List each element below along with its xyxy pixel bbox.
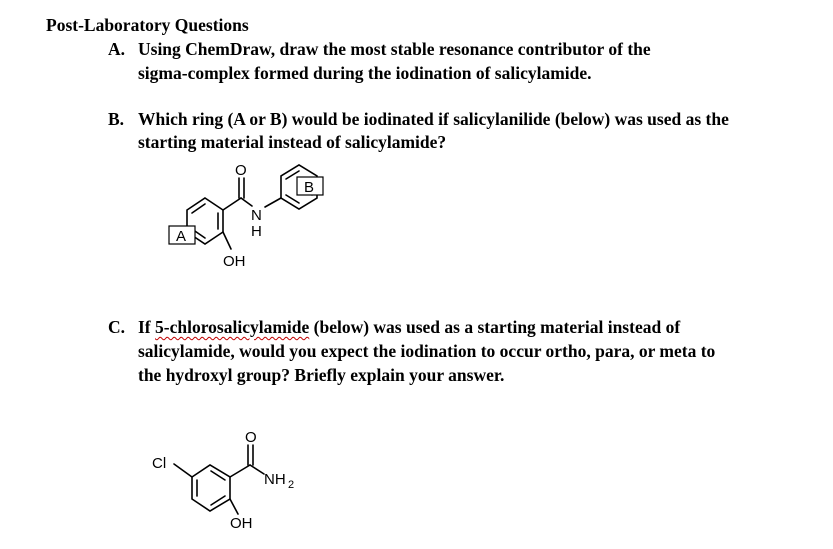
question-c-line-1-prefix: If — [138, 317, 156, 337]
salicylanilide-structure — [145, 163, 355, 278]
n-aryl-bond — [265, 198, 281, 207]
question-c-line-1-suffix: (below) was used as a starting material instead of — [309, 317, 681, 337]
ring-a-label: A — [176, 228, 187, 245]
amide-subscript: 2 — [288, 479, 295, 491]
chloro-label: Cl — [152, 455, 167, 472]
chlorosalicylamide-structure — [150, 428, 350, 538]
carbonyl-oxygen: O — [245, 429, 257, 446]
hydroxyl-label: OH — [230, 515, 253, 532]
question-c-line-1 — [138, 316, 680, 339]
question-b-line-2: starting material instead of salicylamide? — [138, 132, 447, 152]
amide-bond — [250, 465, 264, 474]
spellcheck-term[interactable]: 5-chlorosalicylamide — [155, 317, 310, 337]
ring-b-label: B — [304, 179, 315, 196]
carbonyl-oxygen: O — [235, 162, 247, 179]
amide-nh-label: NH — [264, 471, 286, 488]
question-c-line-2: salicylamide, would you expect the iodination to occur ortho, para, or meta to — [138, 341, 716, 361]
question-a-label: A. — [108, 39, 126, 59]
amide-nitrogen: N — [251, 207, 262, 224]
hydroxyl-label: OH — [223, 253, 246, 270]
amide-bond — [241, 198, 252, 206]
chloro-bond — [174, 464, 192, 477]
question-b-label: B. — [108, 109, 125, 129]
question-c-label: C. — [108, 317, 126, 337]
question-a-line-1: Using ChemDraw, draw the most stable resonance contributor of the — [138, 39, 651, 59]
hydroxyl-bond — [230, 499, 238, 514]
hydroxyl-bond — [223, 232, 231, 249]
carbonyl-bond — [230, 465, 250, 477]
question-b-line-1: Which ring (A or B) would be iodinated if salicylanilide (below) was used as the — [138, 109, 729, 129]
page-heading: Post-Laboratory Questions — [46, 15, 249, 35]
question-a-line-2: sigma-complex formed during the iodination of salicylamide. — [138, 63, 592, 83]
amide-hydrogen: H — [251, 223, 262, 240]
carbonyl-bond — [223, 198, 241, 210]
question-c-line-3: the hydroxyl group? Briefly explain your answer. — [138, 365, 505, 385]
